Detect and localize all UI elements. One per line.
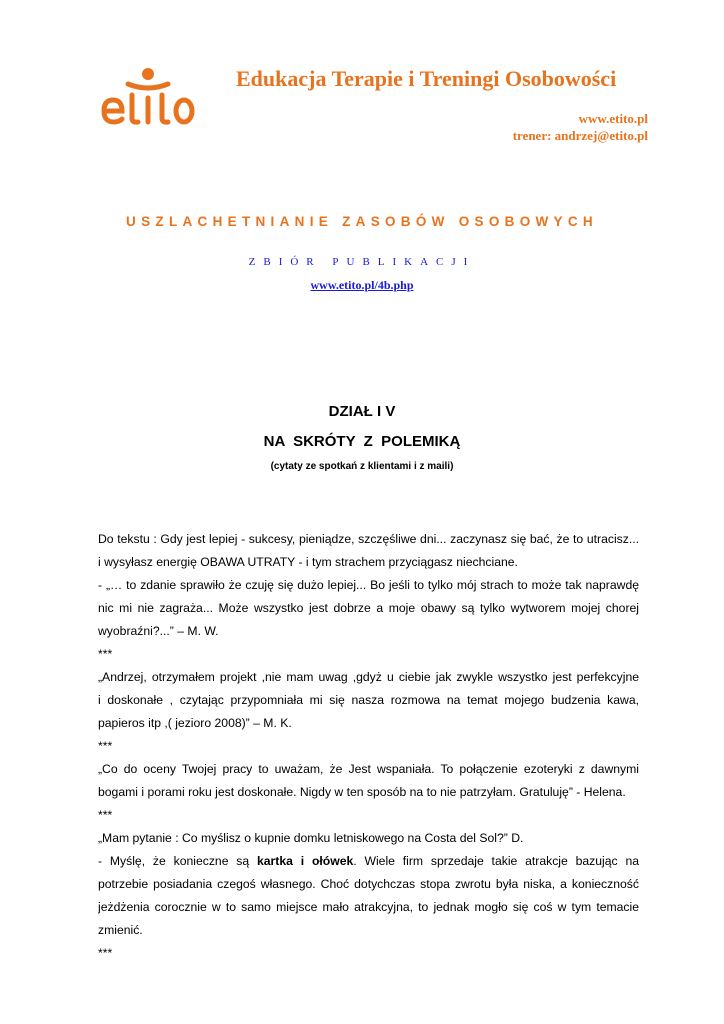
body-line: bogami i porami roku jest doskonałe. Nigdy w ten sposób na to nie patrzyłam. Gratuluję” - Helena. [98, 785, 626, 799]
separator: *** [98, 647, 113, 661]
logo-letter-t1 [132, 95, 138, 122]
collection-label: ZBIÓR PUBLIKACJI [248, 256, 476, 268]
bold-phrase: kartka i ołówek [257, 854, 354, 868]
section-subtitle: (cytaty ze spotkań z klientami i z maili) [270, 461, 454, 472]
body-line: - „… to zdanie sprawiło że czuję się dużo lepiej... Bo jeśli to tylko mój strach to może tak naprawdę [98, 578, 639, 592]
body-line: zmienić. [98, 923, 143, 937]
logo-head [142, 68, 154, 80]
website-link[interactable]: www.etito.pl [578, 111, 648, 126]
document-body [98, 528, 639, 965]
etito-logo [98, 62, 198, 132]
logo-letter-e [104, 100, 122, 122]
logo-arms [128, 84, 168, 88]
body-line: „Co do oceny Twojej pracy to uważam, że Jest wspaniała. To połączenie ezoteryki z dawnymi [98, 762, 639, 776]
body-line: jeżdżenia corocznie w to samo miejsce mało atrakcyjna, to jednak mogło się coś w tym temacie [98, 900, 639, 914]
section-number: DZIAŁ I V [328, 403, 396, 420]
body-line: nic mi nie zagraża... Może wszystko jest dobrze a moje obawy są tylko wytworem mojej chorej [98, 601, 639, 615]
line-text-after: . Wiele firm sprzedaje takie atrakcje bazując na [353, 854, 639, 868]
body-line: „Andrzej, otrzymałem projekt ,nie mam uwag ,gdyż u ciebie jak zwykle wszystko jest perfekcyjne [98, 670, 639, 684]
section-title: NA SKRÓTY Z POLEMIKĄ [263, 433, 461, 450]
separator: *** [98, 946, 113, 960]
body-line: papieros itp ,( jezioro 2008)” – M. K. [98, 716, 292, 730]
header-title: Edukacja Terapie i Treningi Osobowości [236, 66, 617, 91]
body-line: i wysyłasz energię OBAWA UTRATY - i tym strachem przyciągasz niechciane. [98, 555, 518, 569]
separator: *** [98, 808, 113, 822]
collection-url-link[interactable]: www.etito.pl/4b.php [310, 278, 414, 292]
body-line: Do tekstu : Gdy jest lepiej - sukcesy, pieniądze, szczęśliwe dni... zaczynasz się bać, że to utracisz... [98, 532, 639, 546]
body-line-with-bold [98, 850, 639, 873]
separator: *** [98, 739, 113, 753]
line-text-before: - Myślę, że konieczne są [98, 854, 257, 868]
body-line: „Mam pytanie : Co myślisz o kupnie domku letniskowego na Costa del Sol?” D. [98, 831, 524, 845]
etito-logo-graphic [98, 62, 198, 132]
logo-letter-t2 [162, 95, 168, 122]
body-line: wyobraźni?...” – M. W. [98, 624, 219, 638]
header-contact [513, 110, 648, 144]
trainer-email[interactable]: trener: andrzej@etito.pl [512, 128, 648, 143]
logo-letter-o [176, 100, 192, 122]
body-line: potrzebie posiadania czegoś własnego. Choć dotychczas stopa zwrotu była niska, a konieczność [98, 877, 639, 891]
series-title: USZLACHETNIANIE ZASOBÓW OSOBOWYCH [126, 214, 598, 229]
body-line: i doskonałe , czytając przypomniała mi się nasza rozmowa na temat mojego budzenia kawa, [98, 693, 639, 707]
